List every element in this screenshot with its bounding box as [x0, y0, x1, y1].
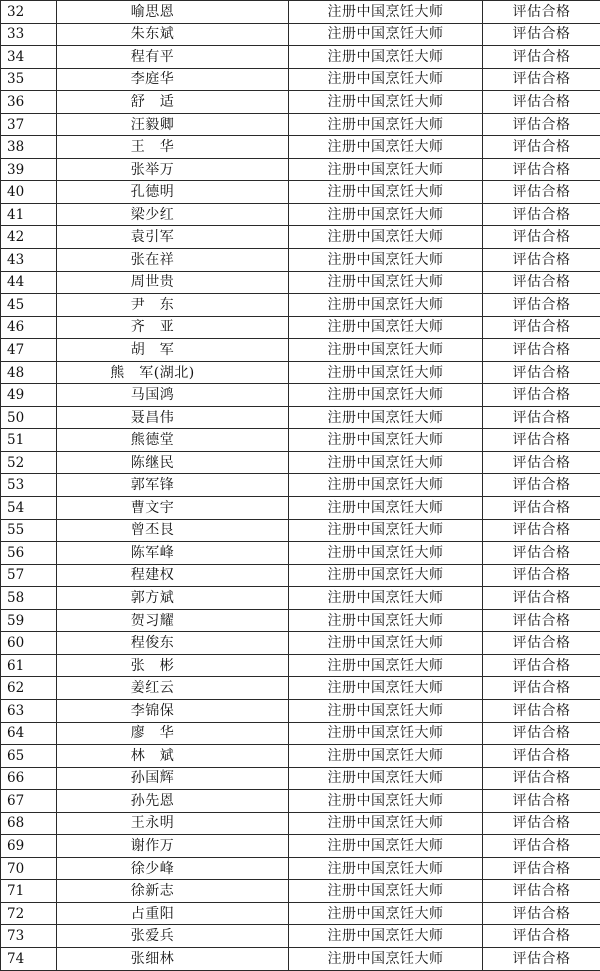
title-cell: 注册中国烹饪大师	[289, 902, 483, 925]
status-cell: 评估合格	[483, 947, 600, 970]
status-cell: 评估合格	[483, 542, 600, 565]
row-number-cell: 53	[1, 474, 57, 497]
row-number-cell: 41	[1, 203, 57, 226]
status-cell: 评估合格	[483, 23, 600, 46]
name-cell: 马国鸿	[57, 384, 289, 407]
title-cell: 注册中国烹饪大师	[289, 519, 483, 542]
row-number-cell: 67	[1, 790, 57, 813]
name-cell: 谢作万	[57, 835, 289, 858]
title-cell: 注册中国烹饪大师	[289, 474, 483, 497]
title-cell: 注册中国烹饪大师	[289, 925, 483, 948]
table-row	[1, 451, 600, 474]
status-cell: 评估合格	[483, 113, 600, 136]
title-cell: 注册中国烹饪大师	[289, 384, 483, 407]
row-number-cell: 57	[1, 564, 57, 587]
row-number-cell: 44	[1, 271, 57, 294]
title-cell: 注册中国烹饪大师	[289, 790, 483, 813]
table-row	[1, 880, 600, 903]
name-cell: 尹 东	[57, 294, 289, 317]
status-cell: 评估合格	[483, 429, 600, 452]
name-cell: 李锦保	[57, 699, 289, 722]
name-cell: 胡 军	[57, 339, 289, 362]
title-cell: 注册中国烹饪大师	[289, 113, 483, 136]
title-cell: 注册中国烹饪大师	[289, 857, 483, 880]
table-row	[1, 339, 600, 362]
table-row	[1, 316, 600, 339]
row-number-cell: 33	[1, 23, 57, 46]
table-row	[1, 745, 600, 768]
status-cell: 评估合格	[483, 294, 600, 317]
name-cell: 程建权	[57, 564, 289, 587]
table-row	[1, 632, 600, 655]
status-cell: 评估合格	[483, 857, 600, 880]
title-cell: 注册中国烹饪大师	[289, 271, 483, 294]
row-number-cell: 69	[1, 835, 57, 858]
name-cell: 贺习耀	[57, 609, 289, 632]
title-cell: 注册中国烹饪大师	[289, 249, 483, 272]
title-cell: 注册中国烹饪大师	[289, 316, 483, 339]
table-row	[1, 249, 600, 272]
row-number-cell: 68	[1, 812, 57, 835]
table-row	[1, 23, 600, 46]
name-cell: 聂昌伟	[57, 406, 289, 429]
name-cell: 徐新志	[57, 880, 289, 903]
row-number-cell: 72	[1, 902, 57, 925]
name-cell: 占重阳	[57, 902, 289, 925]
status-cell: 评估合格	[483, 384, 600, 407]
row-number-cell: 36	[1, 91, 57, 114]
status-cell: 评估合格	[483, 677, 600, 700]
name-cell: 王 华	[57, 136, 289, 159]
row-number-cell: 58	[1, 587, 57, 610]
status-cell: 评估合格	[483, 474, 600, 497]
table-row	[1, 835, 600, 858]
status-cell: 评估合格	[483, 745, 600, 768]
status-cell: 评估合格	[483, 226, 600, 249]
row-number-cell: 74	[1, 947, 57, 970]
name-cell: 熊德堂	[57, 429, 289, 452]
title-cell: 注册中国烹饪大师	[289, 429, 483, 452]
table-row	[1, 677, 600, 700]
table-row	[1, 68, 600, 91]
status-cell: 评估合格	[483, 451, 600, 474]
name-cell: 袁引军	[57, 226, 289, 249]
table-row	[1, 812, 600, 835]
table-row	[1, 722, 600, 745]
status-cell: 评估合格	[483, 158, 600, 181]
name-cell: 程有平	[57, 46, 289, 69]
name-cell: 林 斌	[57, 745, 289, 768]
title-cell: 注册中国烹饪大师	[289, 880, 483, 903]
title-cell: 注册中国烹饪大师	[289, 722, 483, 745]
status-cell: 评估合格	[483, 406, 600, 429]
status-cell: 评估合格	[483, 68, 600, 91]
row-number-cell: 73	[1, 925, 57, 948]
table-row	[1, 587, 600, 610]
status-cell: 评估合格	[483, 91, 600, 114]
name-cell: 程俊东	[57, 632, 289, 655]
status-cell: 评估合格	[483, 519, 600, 542]
table-row	[1, 767, 600, 790]
row-number-cell: 40	[1, 181, 57, 204]
table-row	[1, 406, 600, 429]
status-cell: 评估合格	[483, 722, 600, 745]
row-number-cell: 55	[1, 519, 57, 542]
row-number-cell: 70	[1, 857, 57, 880]
table-row	[1, 947, 600, 970]
title-cell: 注册中国烹饪大师	[289, 609, 483, 632]
row-number-cell: 54	[1, 497, 57, 520]
table-row	[1, 181, 600, 204]
table-row	[1, 271, 600, 294]
table-row	[1, 158, 600, 181]
title-cell: 注册中国烹饪大师	[289, 68, 483, 91]
status-cell: 评估合格	[483, 880, 600, 903]
name-cell: 陈继民	[57, 451, 289, 474]
name-cell: 舒 适	[57, 91, 289, 114]
table-row	[1, 226, 600, 249]
row-number-cell: 63	[1, 699, 57, 722]
row-number-cell: 71	[1, 880, 57, 903]
row-number-cell: 60	[1, 632, 57, 655]
row-number-cell: 45	[1, 294, 57, 317]
row-number-cell: 48	[1, 361, 57, 384]
title-cell: 注册中国烹饪大师	[289, 1, 483, 24]
title-cell: 注册中国烹饪大师	[289, 767, 483, 790]
name-cell: 张细林	[57, 947, 289, 970]
table-row	[1, 91, 600, 114]
row-number-cell: 42	[1, 226, 57, 249]
name-cell: 朱东斌	[57, 23, 289, 46]
name-cell: 郭军锋	[57, 474, 289, 497]
row-number-cell: 39	[1, 158, 57, 181]
table-row	[1, 654, 600, 677]
status-cell: 评估合格	[483, 767, 600, 790]
table-row	[1, 857, 600, 880]
title-cell: 注册中国烹饪大师	[289, 812, 483, 835]
name-cell: 张爱兵	[57, 925, 289, 948]
name-cell: 王永明	[57, 812, 289, 835]
row-number-cell: 61	[1, 654, 57, 677]
title-cell: 注册中国烹饪大师	[289, 654, 483, 677]
status-cell: 评估合格	[483, 654, 600, 677]
row-number-cell: 66	[1, 767, 57, 790]
table-row	[1, 361, 600, 384]
name-cell: 周世贵	[57, 271, 289, 294]
name-cell: 徐少峰	[57, 857, 289, 880]
row-number-cell: 49	[1, 384, 57, 407]
row-number-cell: 62	[1, 677, 57, 700]
title-cell: 注册中国烹饪大师	[289, 677, 483, 700]
status-cell: 评估合格	[483, 835, 600, 858]
row-number-cell: 38	[1, 136, 57, 159]
row-number-cell: 43	[1, 249, 57, 272]
status-cell: 评估合格	[483, 136, 600, 159]
title-cell: 注册中国烹饪大师	[289, 451, 483, 474]
name-cell: 张举万	[57, 158, 289, 181]
name-cell: 孙先恩	[57, 790, 289, 813]
status-cell: 评估合格	[483, 925, 600, 948]
title-cell: 注册中国烹饪大师	[289, 745, 483, 768]
status-cell: 评估合格	[483, 339, 600, 362]
title-cell: 注册中国烹饪大师	[289, 226, 483, 249]
title-cell: 注册中国烹饪大师	[289, 497, 483, 520]
title-cell: 注册中国烹饪大师	[289, 542, 483, 565]
name-cell: 李庭华	[57, 68, 289, 91]
row-number-cell: 32	[1, 1, 57, 24]
title-cell: 注册中国烹饪大师	[289, 406, 483, 429]
status-cell: 评估合格	[483, 1, 600, 24]
title-cell: 注册中国烹饪大师	[289, 632, 483, 655]
name-cell: 张在祥	[57, 249, 289, 272]
name-cell: 廖 华	[57, 722, 289, 745]
row-number-cell: 37	[1, 113, 57, 136]
name-cell: 汪毅卿	[57, 113, 289, 136]
status-cell: 评估合格	[483, 632, 600, 655]
row-number-cell: 52	[1, 451, 57, 474]
name-cell: 曾丕艮	[57, 519, 289, 542]
status-cell: 评估合格	[483, 609, 600, 632]
table-row	[1, 609, 600, 632]
row-number-cell: 65	[1, 745, 57, 768]
title-cell: 注册中国烹饪大师	[289, 181, 483, 204]
name-cell: 熊 军(湖北)	[57, 361, 289, 384]
title-cell: 注册中国烹饪大师	[289, 339, 483, 362]
title-cell: 注册中国烹饪大师	[289, 361, 483, 384]
title-cell: 注册中国烹饪大师	[289, 587, 483, 610]
table-row	[1, 790, 600, 813]
table-row	[1, 1, 600, 24]
name-cell: 陈军峰	[57, 542, 289, 565]
table-row	[1, 542, 600, 565]
title-cell: 注册中国烹饪大师	[289, 203, 483, 226]
name-cell: 姜红云	[57, 677, 289, 700]
name-cell: 喻思恩	[57, 1, 289, 24]
table-row	[1, 564, 600, 587]
status-cell: 评估合格	[483, 497, 600, 520]
row-number-cell: 47	[1, 339, 57, 362]
status-cell: 评估合格	[483, 316, 600, 339]
table-row	[1, 474, 600, 497]
row-number-cell: 46	[1, 316, 57, 339]
table-row	[1, 925, 600, 948]
table-row	[1, 519, 600, 542]
table-row	[1, 902, 600, 925]
status-cell: 评估合格	[483, 564, 600, 587]
table-row	[1, 699, 600, 722]
name-cell: 郭方斌	[57, 587, 289, 610]
title-cell: 注册中国烹饪大师	[289, 699, 483, 722]
row-number-cell: 56	[1, 542, 57, 565]
title-cell: 注册中国烹饪大师	[289, 91, 483, 114]
row-number-cell: 35	[1, 68, 57, 91]
table-row	[1, 384, 600, 407]
name-cell: 曹文宇	[57, 497, 289, 520]
table-row	[1, 294, 600, 317]
title-cell: 注册中国烹饪大师	[289, 136, 483, 159]
name-cell: 张 彬	[57, 654, 289, 677]
status-cell: 评估合格	[483, 812, 600, 835]
name-cell: 齐 亚	[57, 316, 289, 339]
title-cell: 注册中国烹饪大师	[289, 23, 483, 46]
name-cell: 孔德明	[57, 181, 289, 204]
roster-table-body	[1, 1, 600, 971]
status-cell: 评估合格	[483, 203, 600, 226]
row-number-cell: 59	[1, 609, 57, 632]
status-cell: 评估合格	[483, 249, 600, 272]
status-cell: 评估合格	[483, 181, 600, 204]
status-cell: 评估合格	[483, 271, 600, 294]
name-cell: 孙国辉	[57, 767, 289, 790]
row-number-cell: 50	[1, 406, 57, 429]
name-cell: 梁少红	[57, 203, 289, 226]
title-cell: 注册中国烹饪大师	[289, 46, 483, 69]
status-cell: 评估合格	[483, 361, 600, 384]
row-number-cell: 51	[1, 429, 57, 452]
title-cell: 注册中国烹饪大师	[289, 294, 483, 317]
table-row	[1, 46, 600, 69]
title-cell: 注册中国烹饪大师	[289, 564, 483, 587]
row-number-cell: 34	[1, 46, 57, 69]
title-cell: 注册中国烹饪大师	[289, 835, 483, 858]
status-cell: 评估合格	[483, 790, 600, 813]
title-cell: 注册中国烹饪大师	[289, 947, 483, 970]
status-cell: 评估合格	[483, 699, 600, 722]
status-cell: 评估合格	[483, 587, 600, 610]
title-cell: 注册中国烹饪大师	[289, 158, 483, 181]
status-cell: 评估合格	[483, 902, 600, 925]
table-row	[1, 429, 600, 452]
table-row	[1, 136, 600, 159]
table-row	[1, 497, 600, 520]
status-cell: 评估合格	[483, 46, 600, 69]
row-number-cell: 64	[1, 722, 57, 745]
table-row	[1, 203, 600, 226]
table-row	[1, 113, 600, 136]
